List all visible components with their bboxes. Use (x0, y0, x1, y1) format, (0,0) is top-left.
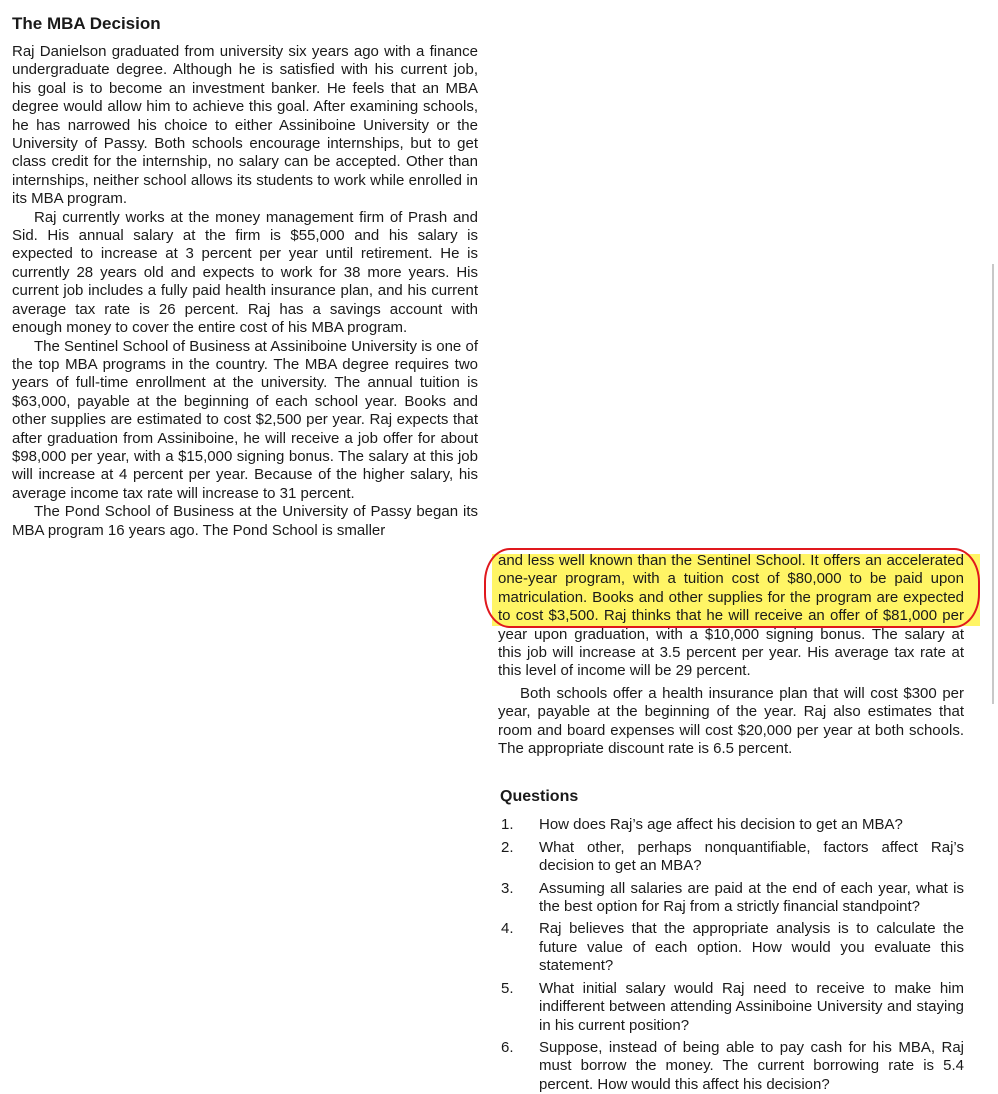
question-number: 5. (501, 979, 514, 997)
question-1 (498, 816, 964, 834)
paragraph-pond-school: The Pond School of Business at the University of Passy began its MBA program 16 years ago. The Pond School is smaller (12, 503, 478, 539)
question-number: 4. (501, 920, 514, 938)
question-text: What initial salary would Raj need to receive to make him indifferent between attending Assiniboine University and staying in his current position? (539, 979, 964, 1034)
question-3 (498, 880, 964, 917)
question-text: How does Raj’s age affect his decision to get an MBA? (539, 816, 903, 834)
question-text: Assuming all salaries are paid at the end of each year, what is the best option for Raj from a strictly financial standpoint? (539, 879, 964, 916)
question-number: 2. (501, 838, 514, 856)
question-text: Raj believes that the appropriate analysis is to calculate the future value of each option. How would you evaluate this statement? (539, 920, 964, 975)
case-title: The MBA Decision (12, 14, 161, 33)
scan-edge-line (992, 264, 994, 704)
paragraph-current-job: Raj currently works at the money management firm of Prash and Sid. His annual salary at the firm is $55,000 and his salary is expected to increase at 3 percent per year until retirement. He is currently 28 years old and expects to work for 38 more years. His current job includes a fully paid health insurance plan, and his current average tax rate is 26 percent. Raj has a savings account with enough money to cover the entire cost of his MBA program. (12, 208, 478, 337)
question-text: What other, perhaps nonquantifiable, factors affect Raj’s decision to get an MBA? (539, 838, 964, 875)
paragraph-pond-continued: and less well known than the Sentinel School. It offers an accelerated one-year program, with a tuition cost of $80,000 to be paid upon matriculation. Books and other supplies for the program are expected to cost $3,500. Raj thinks that he will receive an offer of $81,000 per year upon graduation, with a $10,000 signing bonus. The salary at this job will increase at 3.5 percent per year. His average tax rate at this level of income will be 29 percent. (498, 551, 964, 680)
paragraph-intro: Raj Danielson graduated from university six years ago with a finance undergraduate degree. Although he is satisfied with his current job, his goal is to become an investment banker. He feels that an MBA degree would allow him to achieve this goal. After examining schools, he has narrowed his choice to either Assiniboine University or the University of Passy. Both schools encourage internships, but to get class credit for the internship, no salary can be accepted. Other than internships, neither school allows its students to work while enrolled in its MBA program. (12, 43, 478, 208)
red-pen-circle (484, 548, 980, 628)
paragraph-sentinel-school: The Sentinel School of Business at Assiniboine University is one of the top MBA programs in the country. The MBA degree requires two years of full-time enrollment at the university. The annual tuition is $63,000, payable at the beginning of each school year. Books and other supplies are estimated to cost $2,500 per year. Raj expects that after graduation from Assiniboine, he will receive a job offer for about $98,000 per year, with a $15,000 signing bonus. The salary at this job will increase at 4 percent per year. Because of the higher salary, his average income tax rate will increase to 31 percent. (12, 337, 478, 502)
questions-heading: Questions (500, 788, 579, 806)
question-6 (498, 1039, 964, 1094)
left-column (12, 14, 478, 540)
paragraph-health-insurance: Both schools offer a health insurance plan that will cost $300 per year, payable at the beginning of the year. Raj also estimates that room and board expenses will cost $20,000 per year at both schools. The appropriate discount rate is 6.5 percent. (498, 684, 964, 758)
question-4 (498, 920, 964, 975)
question-5 (498, 980, 964, 1035)
question-number: 6. (501, 1038, 514, 1056)
question-2 (498, 839, 964, 876)
question-number: 1. (501, 816, 514, 834)
right-column (498, 552, 964, 1094)
question-number: 3. (501, 879, 514, 897)
question-text: Suppose, instead of being able to pay cash for his MBA, Raj must borrow the money. The current borrowing rate is 5.4 percent. How would this affect his decision? (539, 1038, 964, 1093)
